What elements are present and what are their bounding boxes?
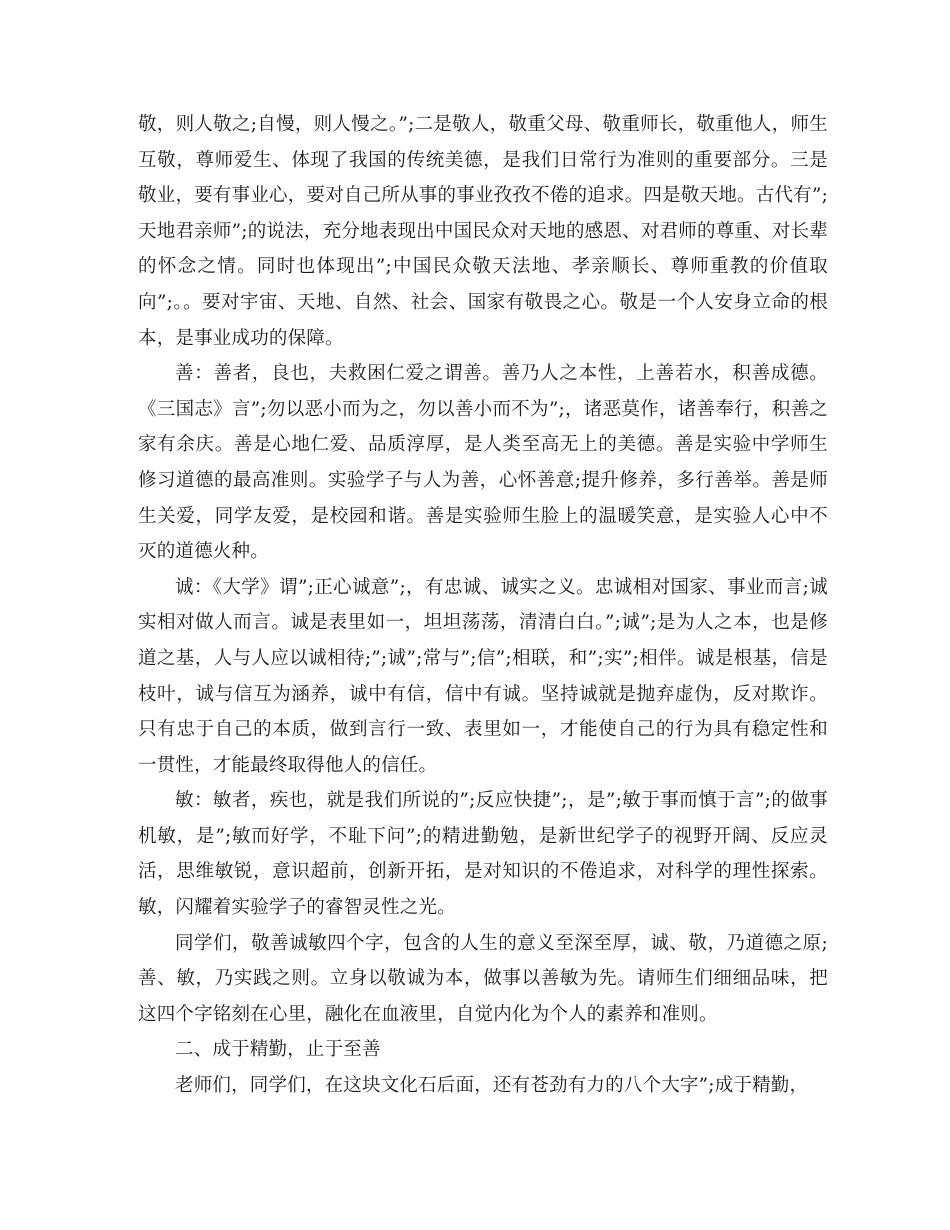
paragraph-shan: 善：善者，良也，夫救困仁爱之谓善。善乃人之本性，上善若水，积善成德。《三国志》言”;勿以恶小而为之，勿以善小而不为”;，诸恶莫作，诸善奉行，积善之家有余庆。善是心地仁爱、品质淳厚，是人类至高无上的美德。善是实验中学师生修习道德的最高准则。实验学子与人为善，心怀善意;提升修养，多行善举。善是师生关爱，同学友爱，是校园和谐。善是实验师生脸上的温暖笑意，是实验人心中不灭的道德火种。 bbox=[138, 363, 828, 563]
document-body bbox=[138, 107, 828, 1104]
paragraph-jing: 敬，则人敬之;自慢，则人慢之。”;二是敬人，敬重父母、敬重师长，敬重他人，师生互敬，尊师爱生、体现了我国的传统美德，是我们日常行为准则的重要部分。三是敬业，要有事业心，要对自己所从事的事业孜孜不倦的追求。四是敬天地。古代有”;天地君亲师”;的说法，充分地表现出中国民众对天地的感恩、对君师的尊重、对长辈的怀念之情。同时也体现出”;中国民众敬天法地、孝亲顺长、尊师重教的价值取向”;。。要对宇宙、天地、自然、社会、国家有敬畏之心。敬是一个人安身立命的根本，是事业成功的保障。 bbox=[138, 114, 828, 349]
paragraph-cheng: 诚：《大学》谓”;正心诚意”;，有忠诚、诚实之义。忠诚相对国家、事业而言;诚实相对做人而言。诚是表里如一，坦坦荡荡，清清白白。”;诚”;是为人之本，也是修道之基，人与人应以诚相待;”;诚”;常与”;信”;相联，和”;实”;相伴。诚是根基，信是枝叶，诚与信互为涵养，诚中有信，信中有诚。坚持诚就是抛弃虚伪，反对欺诈。只有忠于自己的本质，做到言行一致、表里如一，才能使自己的行为具有稳定性和一贯性，才能最终取得他人的信任。 bbox=[138, 576, 828, 776]
paragraph-continuation: 老师们，同学们，在这块文化石后面，还有苍劲有力的八个大字”;成于精勤， bbox=[175, 1075, 809, 1097]
paragraph-min: 敏：敏者，疾也，就是我们所说的”;反应快捷”;，是”;敏于事而慎于言”;的做事机敏，是”;敏而好学，不耻下问”;的精进勤勉，是新世纪学子的视野开阔、反应灵活，思维敏锐，意识超前，创新开拓，是对知识的不倦追求，对科学的理性探索。敏，闪耀着实验学子的睿智灵性之光。 bbox=[138, 790, 828, 919]
section-heading: 二、成于精勤，止于至善 bbox=[175, 1039, 381, 1061]
paragraph-summary: 同学们，敬善诚敏四个字，包含的人生的意义至深至厚，诚、敬，乃道德之原;善、敏，乃实践之则。立身以敬诚为本，做事以善敏为先。请师生们细细品味，把这四个字铭刻在心里，融化在血液里，自觉内化为个人的素养和准则。 bbox=[138, 932, 828, 1025]
